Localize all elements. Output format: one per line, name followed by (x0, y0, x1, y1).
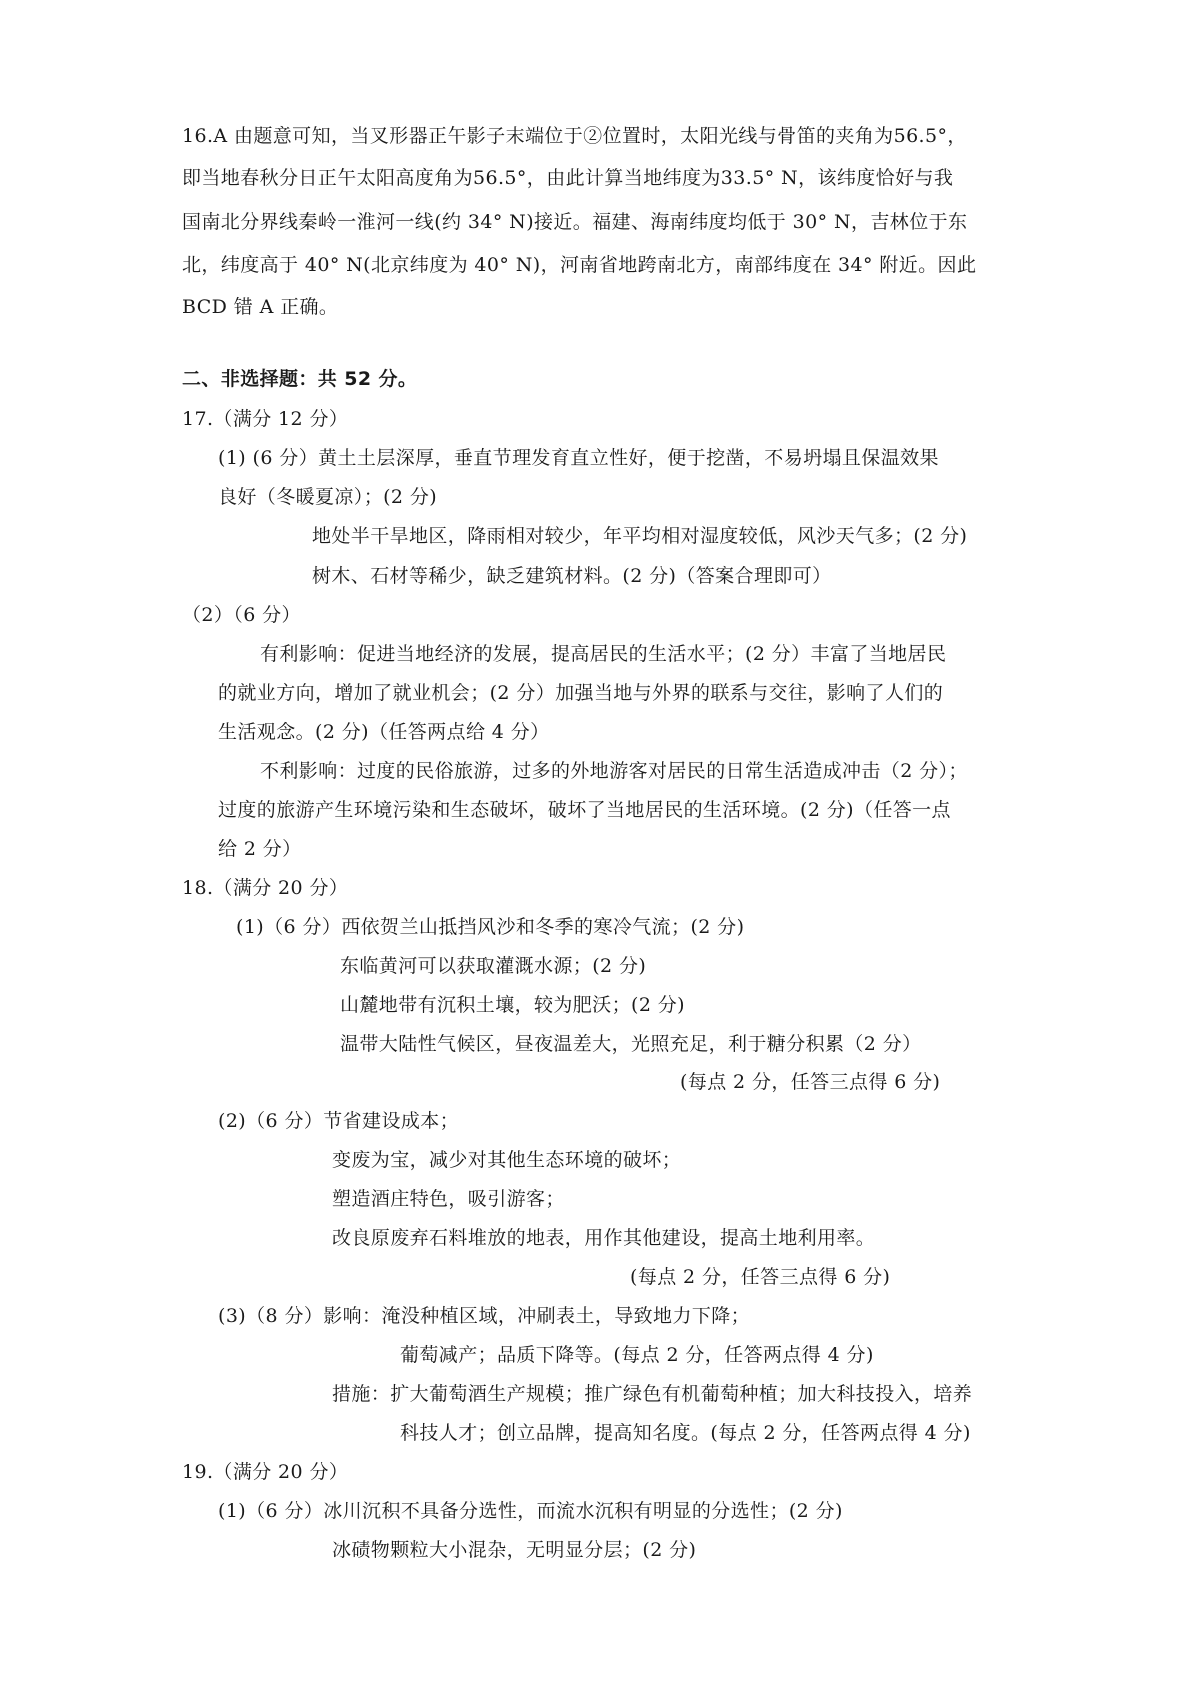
section-title: 二、非选择题：共 52 分。 (182, 368, 418, 390)
q17-p2-header: （2）（6 分） (182, 604, 301, 626)
q18-p2-line-3: 塑造酒庄特色，吸引游客； (332, 1188, 565, 1210)
q18-header: 18.（满分 20 分） (182, 877, 349, 899)
q18-p1-line-1: (1)（6 分）西依贺兰山抵挡风沙和冬季的寒冷气流；(2 分) (236, 916, 745, 938)
q17-header: 17.（满分 12 分） (182, 408, 349, 430)
q18-p1-line-3: 山麓地带有沉积土壤，较为肥沃；(2 分) (340, 994, 685, 1016)
q18-p3-line-1: (3)（8 分）影响：淹没种植区域，冲刷表土，导致地力下降； (218, 1305, 751, 1327)
q16-line-1: 16.A 由题意可知，当叉形器正午影子末端位于②位置时，太阳光线与骨笛的夹角为56.5°， (182, 125, 967, 147)
q19-p1-line-2: 冰碛物颗粒大小混杂，无明显分层；(2 分) (332, 1539, 697, 1561)
q17-p2-line-6: 给 2 分） (218, 838, 302, 860)
q18-p2-line-2: 变废为宝，减少对其他生态环境的破坏； (332, 1149, 682, 1171)
q16-line-4: 北，纬度高于 40° N(北京纬度为 40° N)，河南省地跨南北方，南部纬度在 34° 附近。因此 (182, 254, 977, 276)
q19-header: 19.（满分 20 分） (182, 1461, 349, 1483)
q18-p3-line-4: 科技人才；创立品牌，提高知名度。(每点 2 分，任答两点得 4 分) (400, 1422, 971, 1444)
q17-p2-line-4: 不利影响：过度的民俗旅游，过多的外地游客对居民的日常生活造成冲击（2 分）； (260, 760, 968, 782)
q17-p1-line-4: 树木、石材等稀少，缺乏建筑材料。(2 分)（答案合理即可） (312, 565, 832, 587)
q18-p1-line-2: 东临黄河可以获取灌溉水源；(2 分) (340, 955, 647, 977)
q17-p2-line-5: 过度的旅游产生环境污染和生态破坏，破坏了当地居民的生活环境。(2 分)（任答一点 (218, 799, 951, 821)
q17-p1-line-3: 地处半干旱地区，降雨相对较少，年平均相对湿度较低，风沙天气多；(2 分) (312, 525, 968, 547)
q18-p2-line-4: 改良原废弃石料堆放的地表，用作其他建设，提高土地利用率。 (332, 1227, 876, 1249)
q18-p1-line-4: 温带大陆性气候区，昼夜温差大，光照充足，利于糖分积累（2 分） (340, 1033, 922, 1055)
q17-p2-line-3: 生活观念。(2 分)（任答两点给 4 分） (218, 721, 550, 743)
q16-line-5: BCD 错 A 正确。 (182, 296, 339, 318)
q18-p1-line-5: (每点 2 分，任答三点得 6 分) (680, 1071, 941, 1093)
q17-p1-line-2: 良好（冬暖夏凉）；(2 分) (218, 486, 438, 508)
q17-p1-line-1: (1) (6 分）黄土土层深厚，垂直节理发育直立性好，便于挖凿，不易坍塌且保温效果 (218, 447, 939, 469)
q18-p2-line-5: (每点 2 分，任答三点得 6 分) (630, 1266, 891, 1288)
q16-line-3: 国南北分界线秦岭一淮河一线(约 34° N)接近。福建、海南纬度均低于 30° N，吉林位于东 (182, 211, 968, 233)
q19-p1-line-1: (1)（6 分）冰川沉积不具备分选性，而流水沉积有明显的分选性；(2 分) (218, 1500, 843, 1522)
q16-line-2: 即当地春秋分日正午太阳高度角为56.5°，由此计算当地纬度为33.5° N，该纬度恰好与我 (182, 167, 954, 189)
q18-p2-line-1: (2)（6 分）节省建设成本； (218, 1110, 460, 1132)
q17-p2-line-2: 的就业方向，增加了就业机会；(2 分）加强当地与外界的联系与交往，影响了人们的 (218, 682, 944, 704)
q17-p2-line-1: 有利影响：促进当地经济的发展，提高居民的生活水平；(2 分）丰富了当地居民 (260, 643, 947, 665)
q18-p3-line-2: 葡萄减产；品质下降等。(每点 2 分，任答两点得 4 分) (400, 1344, 874, 1366)
q18-p3-line-3: 措施：扩大葡萄酒生产规模；推广绿色有机葡萄种植；加大科技投入，培养 (332, 1383, 973, 1405)
